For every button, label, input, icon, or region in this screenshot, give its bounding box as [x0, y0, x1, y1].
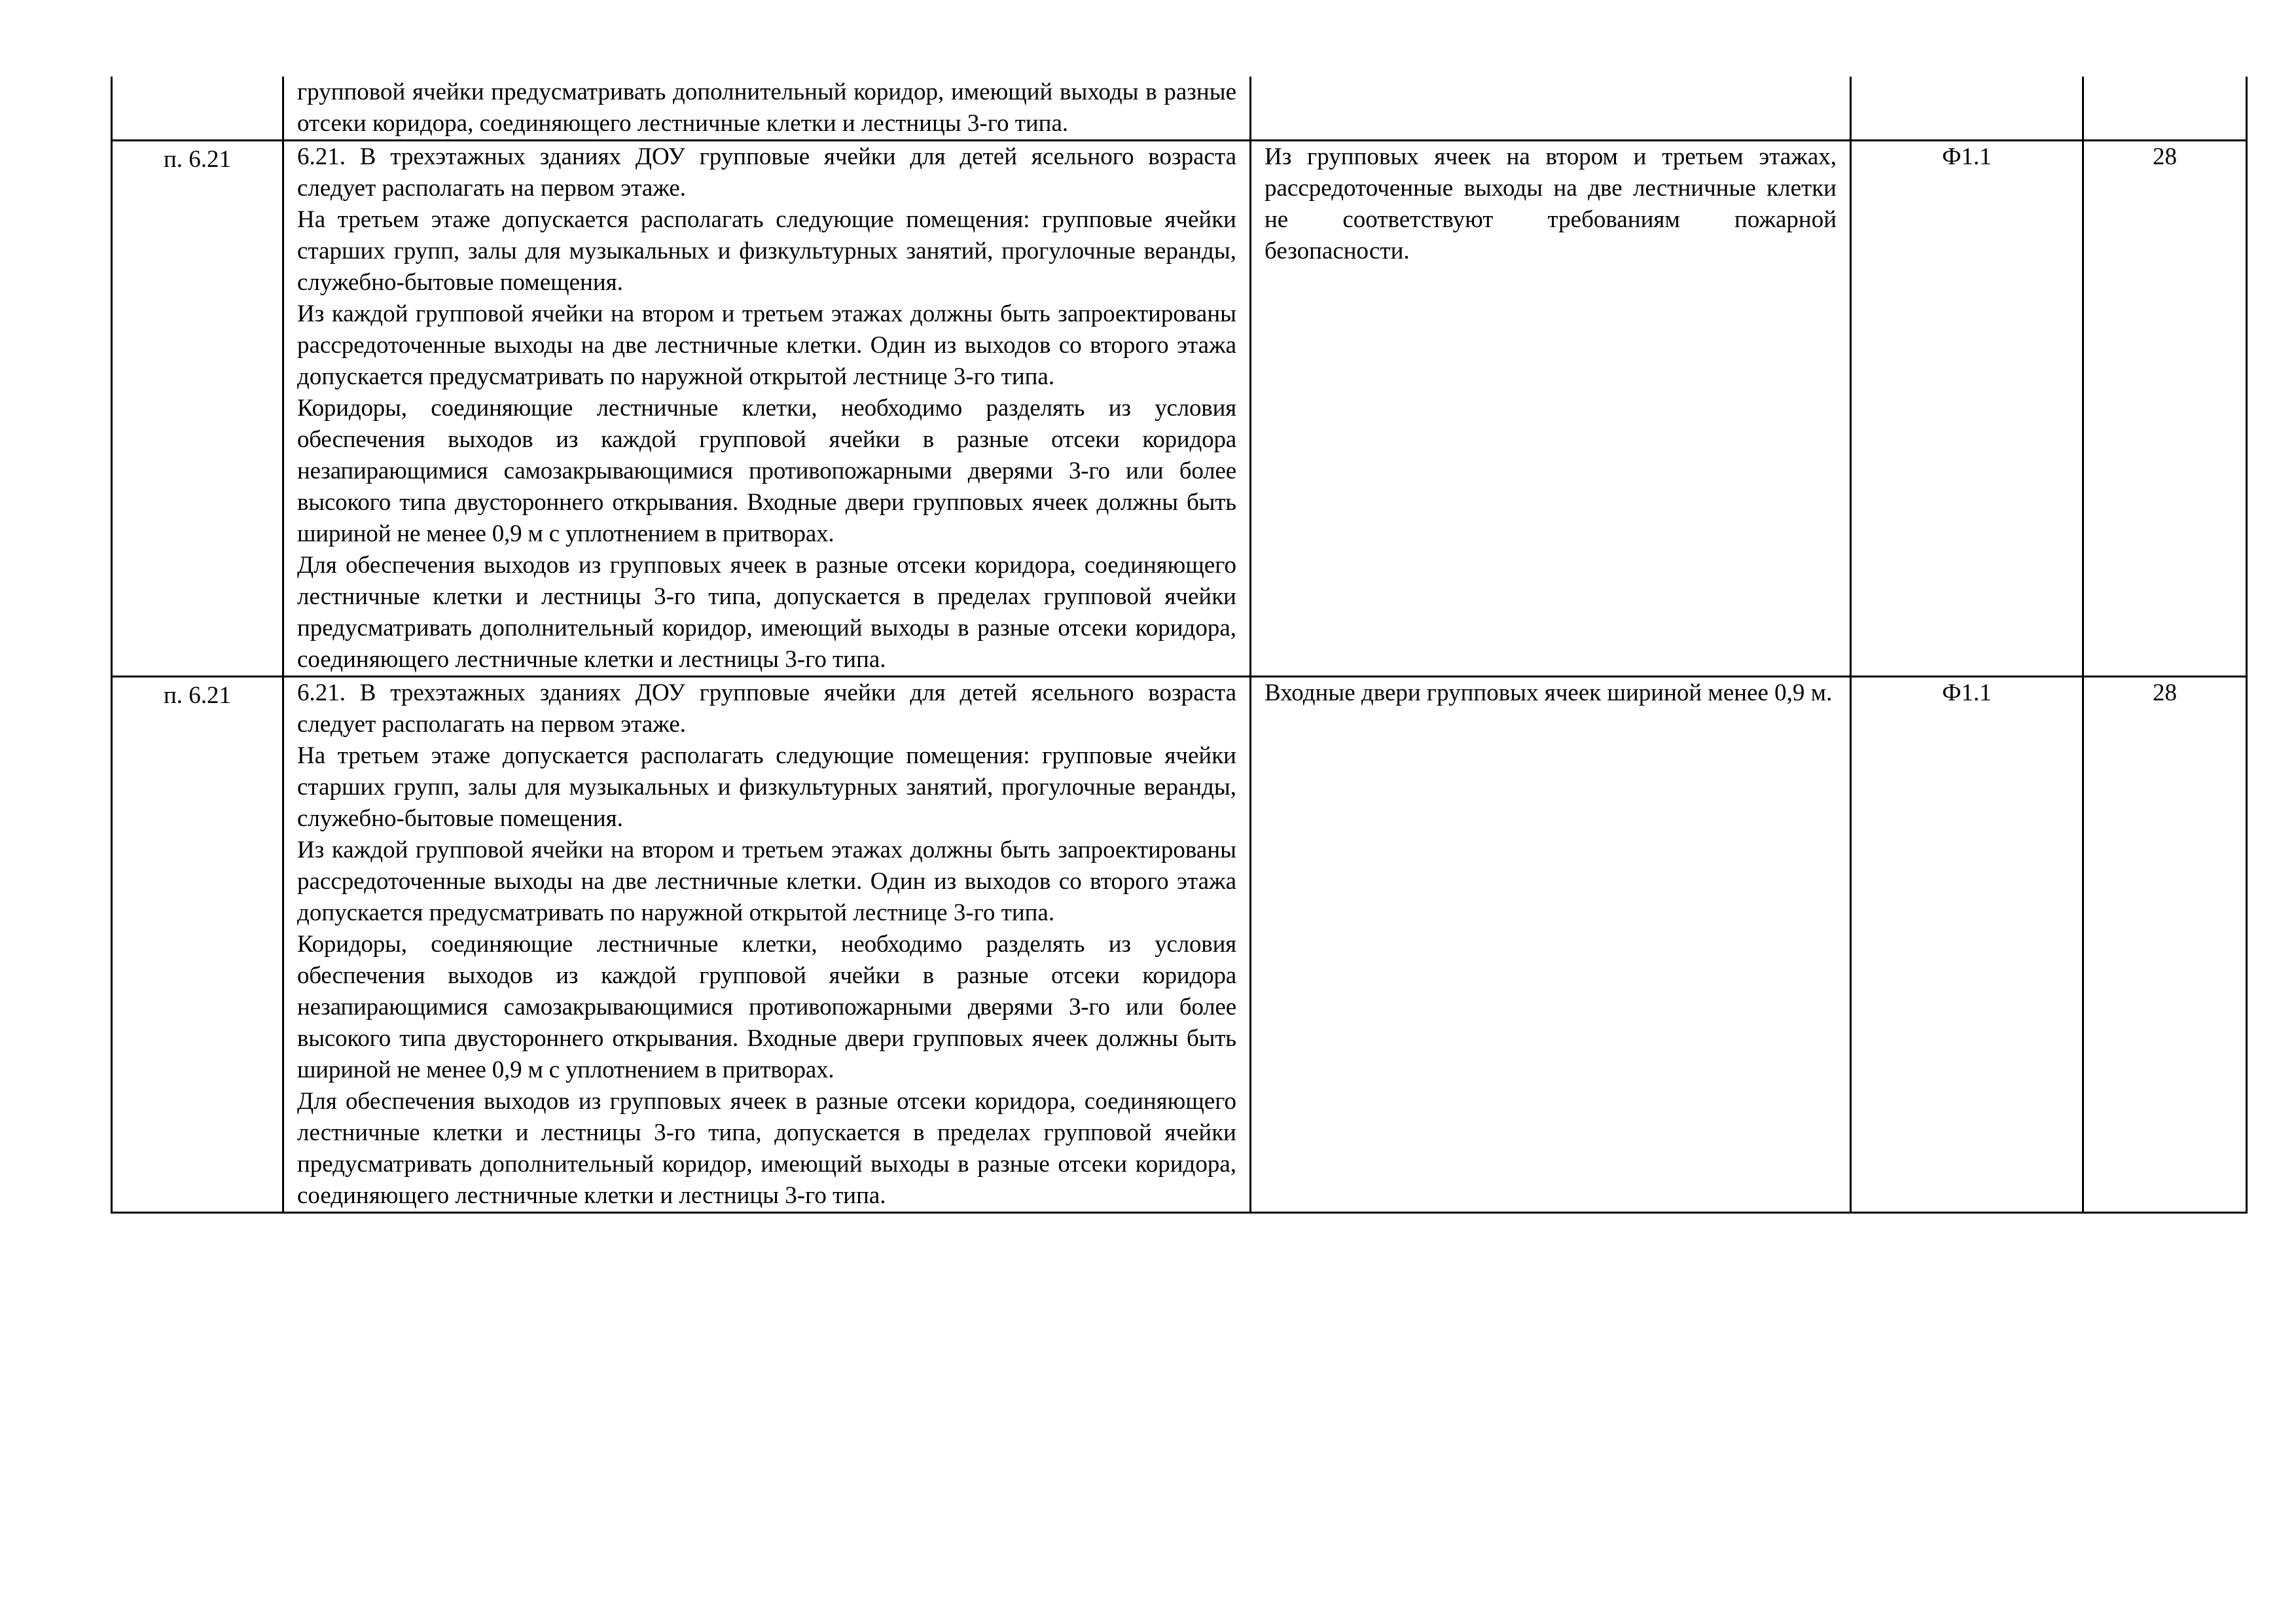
page-cell: 28 — [2083, 677, 2247, 1213]
page-cell: 28 — [2083, 141, 2247, 677]
table-row — [112, 677, 2247, 1213]
class-cell: Ф1.1 — [1851, 677, 2083, 1213]
violation-cell — [1251, 141, 1851, 677]
requirement-paragraph: Из каждой групповой ячейки на втором и третьем этажах должны быть запроектированы рассредоточенные выходы на две лестничные клетки. Один из выходов со второго этажа допускается предусматривать по наружной открытой лестнице 3-го типа. — [297, 837, 1236, 926]
requirement-paragraph: Для обеспечения выходов из групповых ячеек в разные отсеки коридора, соединяющего лестничные клетки и лестницы 3-го типа, допускается в пределах групповой ячейки предусматривать дополнительный коридор, имеющий выходы в разные отсеки коридора, соединяющего лестничные клетки и лестницы 3-го типа. — [297, 1088, 1236, 1209]
requirement-paragraph: 6.21. В трехэтажных зданиях ДОУ групповые ячейки для детей ясельного возраста следует располагать на первом этаже. — [297, 143, 1236, 202]
norm-reference-cell — [112, 77, 283, 141]
requirement-paragraph: Для обеспечения выходов из групповых ячеек в разные отсеки коридора, соединяющего лестничные клетки и лестницы 3-го типа, допускается в пределах групповой ячейки предусматривать дополнительный коридор, имеющий выходы в разные отсеки коридора, соединяющего лестничные клетки и лестницы 3-го типа. — [297, 552, 1236, 673]
violation-text: Входные двери групповых ячеек шириной менее 0,9 м. — [1265, 679, 1833, 706]
requirement-paragraph: Из каждой групповой ячейки на втором и третьем этажах должны быть запроектированы рассредоточенные выходы на две лестничные клетки. Один из выходов со второго этажа допускается предусматривать по наружной открытой лестнице 3-го типа. — [297, 300, 1236, 390]
requirement-paragraph: На третьем этаже допускается располагать следующие помещения: групповые ячейки старших групп, залы для музыкальных и физкультурных занятий, прогулочные веранды, служебно-бытовые помещения. — [297, 206, 1236, 296]
requirement-paragraph: Коридоры, соединяющие лестничные клетки, необходимо разделять из условия обеспечения выходов из каждой групповой ячейки в разные отсеки коридора незапирающимися самозакрывающимися противопожарными дверями 3-го или более высокого типа двустороннего открывания. Входные двери групповых ячеек должны быть шириной не менее 0,9 м с уплотнением в притворах. — [297, 395, 1236, 547]
class-cell — [1851, 77, 2083, 141]
table-row — [112, 141, 2247, 677]
violation-cell — [1251, 77, 1851, 141]
table-row — [112, 77, 2247, 141]
violation-text: Из групповых ячеек на втором и третьем этажах, рассредоточенные выходы на две лестничные клетки не соответствуют требованиям пожарной безопасности. — [1265, 143, 1837, 264]
norm-reference-cell: п. 6.21 — [112, 677, 283, 1213]
requirements-table — [111, 77, 2248, 1214]
requirement-paragraph: Коридоры, соединяющие лестничные клетки, необходимо разделять из условия обеспечения выходов из каждой групповой ячейки в разные отсеки коридора незапирающимися самозакрывающимися противопожарными дверями 3-го или более высокого типа двустороннего открывания. Входные двери групповых ячеек должны быть шириной не менее 0,9 м с уплотнением в притворах. — [297, 931, 1236, 1083]
norm-reference-cell: п. 6.21 — [112, 141, 283, 677]
requirement-paragraph: групповой ячейки предусматривать дополнительный коридор, имеющий выходы в разные отсеки коридора, соединяющего лестничные клетки и лестницы 3-го типа. — [297, 79, 1236, 137]
class-cell: Ф1.1 — [1851, 141, 2083, 677]
requirement-paragraph: 6.21. В трехэтажных зданиях ДОУ групповые ячейки для детей ясельного возраста следует располагать на первом этаже. — [297, 679, 1236, 738]
page-cell — [2083, 77, 2247, 141]
requirement-text-cell — [283, 677, 1251, 1213]
requirement-paragraph: На третьем этаже допускается располагать следующие помещения: групповые ячейки старших групп, залы для музыкальных и физкультурных занятий, прогулочные веранды, служебно-бытовые помещения. — [297, 742, 1236, 832]
requirement-text-cell — [283, 141, 1251, 677]
requirement-text-cell — [283, 77, 1251, 141]
violation-cell — [1251, 677, 1851, 1213]
